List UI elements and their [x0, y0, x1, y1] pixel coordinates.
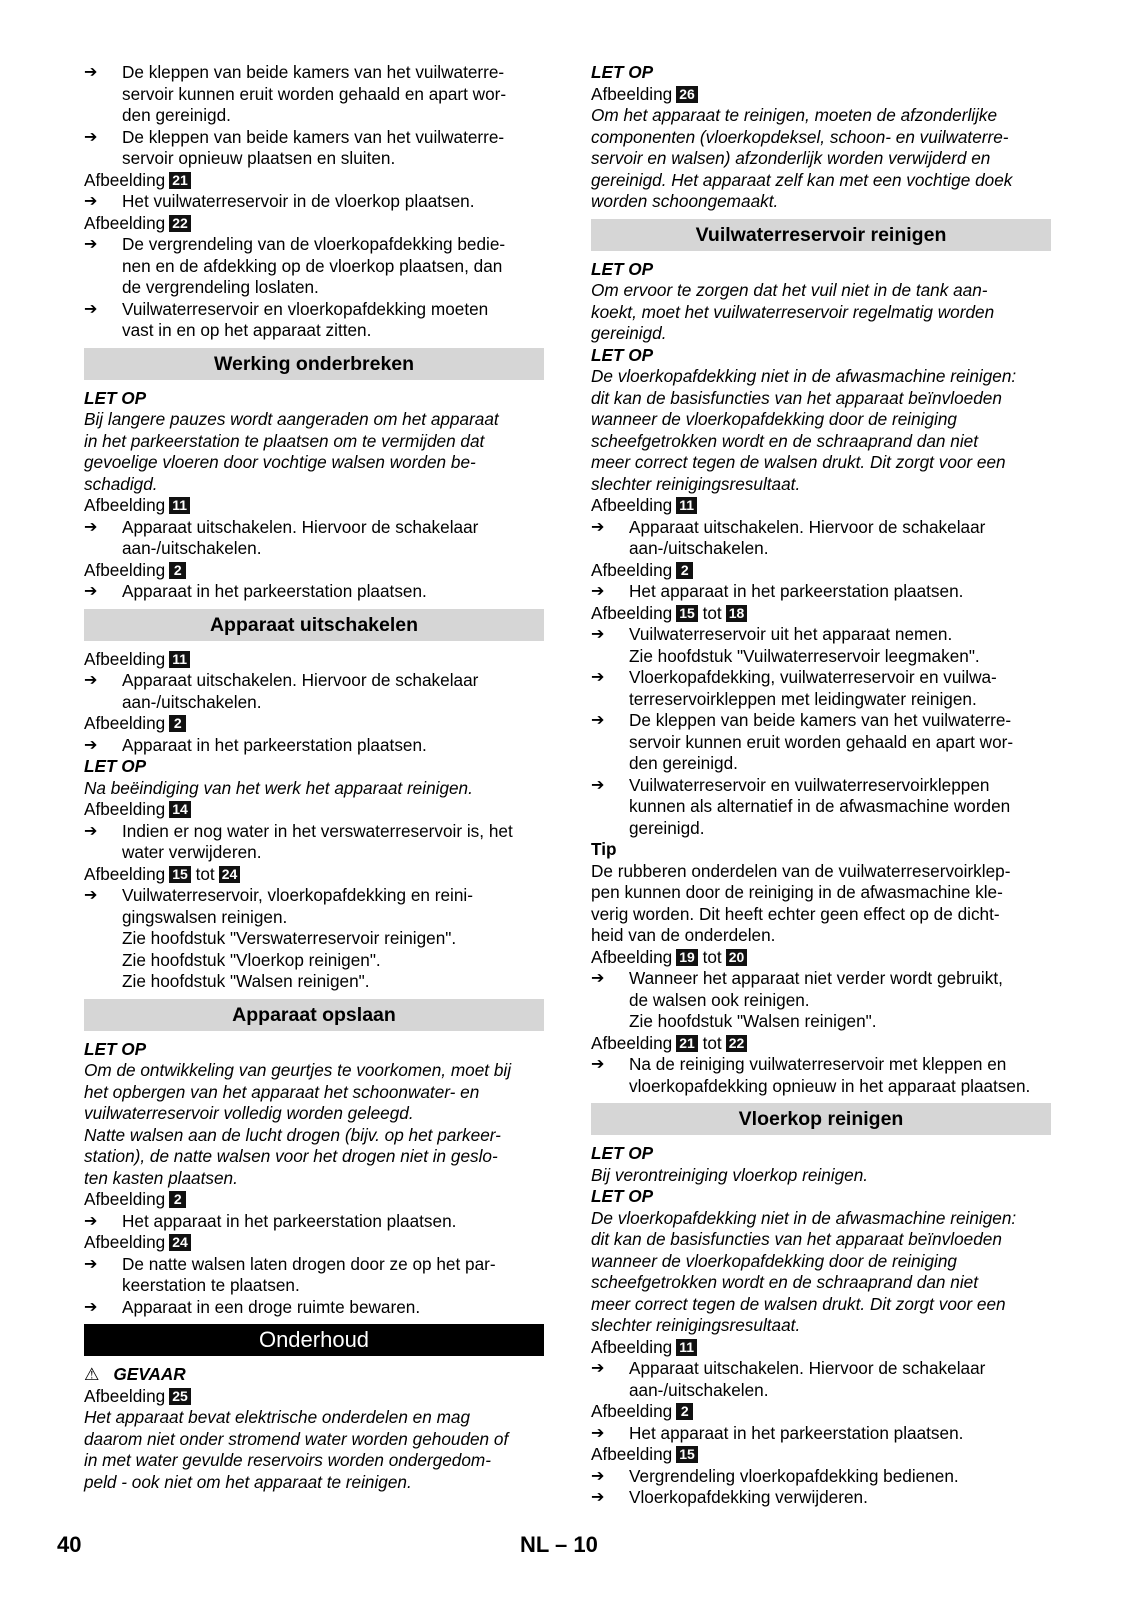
bullet-text: Apparaat uitschakelen. Hiervoor de schakelaar [122, 516, 479, 537]
section-heading: Werking onderbreken [84, 348, 544, 380]
arrow-icon: ➔ [84, 128, 98, 146]
arrow-icon: ➔ [591, 1056, 605, 1073]
figure-label: Afbeelding [591, 602, 673, 623]
notice-text: Bij verontreiniging vloerkop reinigen. [591, 1164, 869, 1185]
figure-number-badge: 22 [169, 215, 191, 232]
bullet-item [591, 581, 1051, 603]
notice-text: het opbergen van het apparaat het schoonwater- en [84, 1081, 480, 1102]
bullet-item [84, 735, 544, 757]
danger-label [84, 1364, 544, 1386]
arrow-icon: ➔ [84, 1212, 98, 1230]
figure-number-badge: 11 [676, 497, 697, 514]
notice-text: Om het apparaat te reinigen, moeten de afzonderlijke [591, 105, 998, 125]
figure-reference [591, 560, 1051, 582]
figure-reference [591, 1401, 1051, 1423]
arrow-icon: ➔ [591, 712, 605, 729]
bullet-continuation [591, 796, 1051, 818]
bullet-text: Vergrendeling vloerkopafdekking bedienen. [629, 1465, 959, 1486]
bullet-text: aan-/uitschakelen. [122, 538, 262, 558]
notice-text: daarom niet onder stromend water worden gehouden of [84, 1428, 509, 1449]
bullet-text: Apparaat uitschakelen. Hiervoor de schakelaar [629, 516, 986, 537]
bullet-text: servoir opnieuw plaatsen en sluiten. [122, 148, 396, 168]
bullet-text: De kleppen van beide kamers van het vuilwaterre- [629, 710, 1012, 730]
bullet-text: Vuilwaterreservoir, vloerkopafdekking en reini- [122, 885, 473, 905]
bullet-item [591, 1054, 1051, 1076]
arrow-icon: ➔ [591, 776, 605, 794]
bullet-item [591, 1487, 1051, 1509]
figure-reference [591, 603, 1051, 625]
bullet-text: terreservoirkleppen met leidingwater reinigen. [629, 688, 977, 709]
notice-text: Om ervoor te zorgen dat het vuil niet in de tank aan- [591, 280, 988, 300]
bullet-continuation [84, 692, 544, 714]
bullet-item [84, 1211, 544, 1233]
figure-label: Afbeelding [591, 495, 673, 515]
figure-reference [84, 1232, 544, 1254]
figure-reference [591, 1337, 1051, 1359]
notice-text: slechter reinigingsresultaat. [591, 473, 801, 494]
figure-label: Afbeelding [84, 1232, 166, 1252]
bullet-text: Indien er nog water in het verswaterreservoir is, het [122, 820, 513, 841]
paragraph-text: heid van de onderdelen. [591, 925, 776, 945]
bullet-text: keerstation te plaatsen. [122, 1275, 300, 1295]
bullet-continuation [84, 277, 544, 299]
notice-text: meer correct tegen de walsen drukt. Dit zorgt voor een [591, 1293, 1006, 1314]
bullet-continuation [591, 732, 1051, 754]
bullet-text: Het apparaat in het parkeerstation plaatsen. [629, 581, 964, 601]
figure-reference [591, 1033, 1051, 1055]
paragraph-text: verig worden. Dit heeft echter geen effect op de dicht- [591, 903, 1000, 924]
page-number: 40 [57, 1532, 82, 1557]
figure-label: Afbeelding [84, 799, 166, 819]
bullet-text: Zie hoofdstuk "Walsen reinigen". [122, 971, 370, 991]
notice-text: De vloerkopafdekking niet in de afwasmachine reinigen: [591, 1207, 1017, 1228]
arrow-icon: ➔ [84, 1298, 98, 1316]
bullet-text: den gereinigd. [629, 753, 738, 773]
notice-label: LET OP [84, 756, 147, 776]
bullet-continuation [84, 105, 544, 127]
bullet-item [84, 1254, 544, 1276]
bullet-item [84, 1297, 544, 1319]
bullet-text: Zie hoofdstuk "Vloerkop reinigen". [122, 949, 381, 970]
arrow-icon: ➔ [84, 1255, 98, 1273]
arrow-icon: ➔ [84, 822, 98, 840]
bullet-continuation [84, 928, 544, 950]
figure-label: Afbeelding [591, 1336, 673, 1357]
notice-text: gereinigd. Het apparaat zelf kan met een vochtige doek [591, 169, 1013, 190]
arrow-icon: ➔ [591, 518, 605, 536]
bullet-continuation [84, 538, 544, 560]
figure-reference [591, 84, 1051, 106]
notice-label: LET OP [591, 1186, 654, 1206]
figure-label: Afbeelding [84, 559, 166, 580]
bullet-continuation [591, 990, 1051, 1012]
bullet-text: water verwijderen. [122, 842, 262, 862]
figure-number-badge: 20 [726, 949, 748, 966]
notice-label: LET OP [591, 62, 654, 82]
bullet-text: Apparaat uitschakelen. Hiervoor de schakelaar [122, 670, 479, 690]
bullet-continuation [84, 148, 544, 170]
notice-text: wanneer de vloerkopafdekking door de reiniging [591, 1250, 957, 1271]
figure-reference [591, 947, 1051, 969]
figure-label: Afbeelding [591, 1444, 673, 1464]
figure-number-badge: 25 [169, 1388, 191, 1405]
notice-text: Na beëindiging van het werk het apparaat reinigen. [84, 777, 473, 798]
bullet-item [84, 670, 544, 692]
bullet-item [591, 624, 1051, 646]
tip-label: Tip [591, 839, 617, 859]
bullet-item [84, 821, 544, 843]
right-column [591, 62, 1051, 1509]
notice-text: vuilwaterreservoir volledig worden geleegd. [84, 1103, 414, 1123]
figure-number-badge: 22 [726, 1035, 748, 1052]
figure-number-badge: 24 [219, 866, 241, 883]
figure-range-word: tot [702, 946, 722, 967]
section-heading: Apparaat opslaan [84, 999, 544, 1031]
arrow-icon: ➔ [591, 626, 605, 643]
figure-reference [84, 170, 544, 192]
figure-number-badge: 2 [169, 1191, 186, 1208]
bullet-continuation [84, 950, 544, 972]
bullet-item [84, 581, 544, 603]
bullet-item [84, 62, 544, 84]
notice-label: LET OP [84, 387, 147, 408]
bullet-text: Vuilwaterreservoir en vloerkopafdekking moeten [122, 298, 489, 319]
arrow-icon: ➔ [591, 583, 605, 600]
notice-text: servoir en walsen) afzonderlijk worden verwijderd en [591, 148, 991, 168]
bullet-text: Het vuilwaterreservoir in de vloerkop plaatsen. [122, 191, 475, 211]
bullet-text: Wanneer het apparaat niet verder wordt gebruikt, [629, 968, 1003, 988]
bullet-text: Zie hoofdstuk "Vuilwaterreservoir leegmaken". [629, 645, 980, 666]
figure-number-badge: 11 [676, 1339, 697, 1356]
bullet-text: Zie hoofdstuk "Verswaterreservoir reinigen". [122, 928, 457, 948]
bullet-text: vast in en op het apparaat zitten. [122, 320, 372, 340]
bullet-text: Vuilwaterreservoir uit het apparaat nemen. [629, 624, 953, 644]
section-heading: Apparaat uitschakelen [84, 609, 544, 641]
arrow-icon: ➔ [591, 1467, 605, 1485]
bullet-text: De kleppen van beide kamers van het vuilwaterre- [122, 126, 505, 147]
figure-reference [84, 713, 544, 735]
notice-text: schadigd. [84, 473, 158, 494]
bullet-continuation [591, 689, 1051, 711]
figure-reference [84, 799, 544, 821]
bullet-text: Apparaat in een droge ruimte bewaren. [122, 1296, 421, 1317]
notice-text: gereinigd. [591, 323, 667, 343]
bullet-item [84, 885, 544, 907]
figure-label: Afbeelding [84, 495, 166, 515]
figure-number-badge: 15 [676, 605, 698, 622]
arrow-icon: ➔ [84, 236, 98, 253]
figure-reference [84, 560, 544, 582]
bullet-text: aan-/uitschakelen. [122, 691, 262, 712]
bullet-item [84, 234, 544, 256]
figure-label: Afbeelding [84, 863, 166, 884]
figure-label: Afbeelding [84, 1385, 166, 1406]
bullet-text: aan-/uitschakelen. [629, 1379, 769, 1400]
notice-text: Het apparaat bevat elektrische onderdelen en mag [84, 1407, 471, 1427]
notice-label: LET OP [591, 258, 654, 279]
notice-text: wanneer de vloerkopafdekking door de reiniging [591, 409, 957, 429]
arrow-icon: ➔ [591, 1360, 605, 1377]
bullet-text: Het apparaat in het parkeerstation plaatsen. [122, 1210, 457, 1231]
figure-reference [84, 649, 544, 671]
bullet-text: Het apparaat in het parkeerstation plaatsen. [629, 1422, 964, 1443]
notice-text: slechter reinigingsresultaat. [591, 1315, 801, 1335]
figure-reference [84, 1189, 544, 1211]
bullet-continuation [84, 971, 544, 993]
figure-reference [84, 1386, 544, 1408]
figure-reference [591, 1444, 1051, 1466]
arrow-icon: ➔ [591, 1489, 605, 1506]
bullet-item [591, 1423, 1051, 1445]
bullet-text: de walsen ook reinigen. [629, 989, 810, 1010]
figure-range-word: tot [702, 602, 722, 623]
bullet-text: De natte walsen laten drogen door ze op het par- [122, 1253, 496, 1274]
figure-label: Afbeelding [591, 559, 673, 580]
arrow-icon: ➔ [84, 64, 98, 81]
notice-text: dit kan de basisfuncties van het apparaat beïnvloeden [591, 1229, 1002, 1249]
figure-label: Afbeelding [591, 83, 673, 104]
notice-text: in met water gevulde reservoirs worden ondergedom- [84, 1450, 491, 1470]
bullet-text: Apparaat in het parkeerstation plaatsen. [122, 581, 427, 601]
notice-label: LET OP [84, 1038, 147, 1059]
bullet-text: Vloerkopafdekking verwijderen. [629, 1487, 868, 1507]
bullet-text: Vloerkopafdekking, vuilwaterreservoir en vuilwa- [629, 667, 997, 687]
bullet-item [591, 710, 1051, 732]
bullet-continuation [591, 646, 1051, 668]
bullet-item [591, 667, 1051, 689]
paragraph-text: pen kunnen door de reiniging in de afwasmachine kle- [591, 882, 1003, 902]
figure-number-badge: 19 [676, 949, 698, 966]
language-page-label: NL – 10 [520, 1532, 598, 1557]
figure-number-badge: 11 [169, 497, 190, 514]
figure-number-badge: 18 [726, 605, 748, 622]
bullet-item [84, 517, 544, 539]
arrow-icon: ➔ [84, 672, 98, 689]
notice-text: peld - ook niet om het apparaat te reinigen. [84, 1471, 412, 1492]
figure-range-word: tot [195, 863, 215, 884]
figure-label: Afbeelding [591, 1032, 673, 1053]
bullet-continuation [591, 1011, 1051, 1033]
arrow-icon: ➔ [591, 970, 605, 987]
notice-text: dit kan de basisfuncties van het apparaat beïnvloeden [591, 387, 1002, 408]
bullet-text: De kleppen van beide kamers van het vuilwaterre- [122, 62, 505, 82]
arrow-icon: ➔ [591, 1424, 605, 1442]
bullet-item [84, 127, 544, 149]
figure-reference [84, 864, 544, 886]
bullet-text: Apparaat uitschakelen. Hiervoor de schakelaar [629, 1358, 986, 1378]
bullet-text: vloerkopafdekking opnieuw in het apparaat plaatsen. [629, 1075, 1031, 1096]
bullet-continuation [84, 320, 544, 342]
bullet-text: de vergrendeling loslaten. [122, 277, 319, 297]
bullet-continuation [84, 1275, 544, 1297]
figure-number-badge: 2 [169, 715, 186, 732]
figure-range-word: tot [702, 1032, 722, 1053]
bullet-text: den gereinigd. [122, 105, 231, 125]
figure-number-badge: 2 [676, 562, 693, 579]
notice-text: koekt, moet het vuilwaterreservoir regelmatig worden [591, 301, 995, 322]
figure-number-badge: 15 [169, 866, 191, 883]
bullet-item [591, 968, 1051, 990]
bullet-continuation [591, 1380, 1051, 1402]
figure-label: Afbeelding [84, 713, 166, 733]
bullet-continuation [84, 84, 544, 106]
notice-text: worden schoongemaakt. [591, 191, 779, 211]
bullet-continuation [591, 538, 1051, 560]
figure-reference [591, 495, 1051, 517]
bullet-text: nen en de afdekking op de vloerkop plaatsen, dan [122, 255, 503, 276]
notice-text: station), de natte walsen voor het drogen niet in geslo- [84, 1146, 498, 1166]
arrow-icon: ➔ [84, 583, 98, 600]
notice-text: Natte walsen aan de lucht drogen (bijv. op het parkeer- [84, 1124, 501, 1145]
paragraph-text: De rubberen onderdelen van de vuilwaterreservoirklep- [591, 860, 1011, 881]
figure-number-badge: 26 [676, 86, 698, 103]
notice-text: ten kasten plaatsen. [84, 1167, 238, 1188]
figure-number-badge: 2 [676, 1403, 693, 1420]
left-column [84, 62, 544, 1493]
notice-text: meer correct tegen de walsen drukt. Dit zorgt voor een [591, 452, 1006, 472]
bullet-continuation [84, 256, 544, 278]
bullet-continuation [591, 1076, 1051, 1098]
danger-label-text: GEVAAR [113, 1364, 186, 1384]
chapter-heading: Onderhoud [84, 1324, 544, 1356]
arrow-icon: ➔ [84, 300, 98, 318]
section-heading: Vuilwaterreservoir reinigen [591, 219, 1051, 251]
arrow-icon: ➔ [84, 736, 98, 754]
bullet-item [591, 1466, 1051, 1488]
figure-number-badge: 15 [676, 1446, 698, 1463]
bullet-text: kunnen als alternatief in de afwasmachine worden [629, 796, 1011, 816]
bullet-text: Na de reiniging vuilwaterreservoir met kleppen en [629, 1054, 1007, 1074]
figure-label: Afbeelding [84, 1189, 166, 1209]
bullet-item [84, 191, 544, 213]
arrow-icon: ➔ [591, 669, 605, 686]
bullet-item [591, 517, 1051, 539]
figure-number-badge: 11 [169, 651, 190, 668]
figure-label: Afbeelding [591, 946, 673, 967]
figure-number-badge: 24 [169, 1234, 191, 1251]
bullet-item [84, 299, 544, 321]
figure-label: Afbeelding [84, 648, 166, 669]
bullet-text: De vergrendeling van de vloerkopafdekking bedie- [122, 234, 506, 254]
notice-text: scheefgetrokken wordt en de schraaprand dan niet [591, 1272, 978, 1292]
figure-label: Afbeelding [84, 212, 166, 233]
bullet-item [591, 1358, 1051, 1380]
figure-number-badge: 14 [169, 801, 191, 818]
notice-text: Bij langere pauzes wordt aangeraden om het apparaat [84, 409, 499, 429]
bullet-text: Vuilwaterreservoir en vuilwaterreservoirkleppen [629, 774, 990, 795]
arrow-icon: ➔ [84, 193, 98, 210]
notice-text: componenten (vloerkopdeksel, schoon- en vuilwaterre- [591, 126, 1009, 147]
arrow-icon: ➔ [84, 887, 98, 904]
figure-number-badge: 21 [169, 172, 191, 189]
bullet-continuation [591, 818, 1051, 840]
figure-number-badge: 2 [169, 562, 186, 579]
figure-label: Afbeelding [84, 169, 166, 190]
figure-label: Afbeelding [591, 1401, 673, 1421]
figure-number-badge: 21 [676, 1035, 698, 1052]
arrow-icon: ➔ [84, 518, 98, 536]
notice-text: Om de ontwikkeling van geurtjes te voorkomen, moet bij [84, 1060, 512, 1080]
figure-reference [84, 213, 544, 235]
bullet-continuation [84, 842, 544, 864]
bullet-text: servoir kunnen eruit worden gehaald en apart wor- [122, 83, 507, 104]
section-heading: Vloerkop reinigen [591, 1103, 1051, 1135]
notice-label: LET OP [591, 344, 654, 365]
bullet-text: gereinigd. [629, 817, 705, 838]
bullet-text: aan-/uitschakelen. [629, 538, 769, 558]
bullet-text: Apparaat in het parkeerstation plaatsen. [122, 734, 427, 755]
notice-text: in het parkeerstation te plaatsen om te vermijden dat [84, 430, 485, 451]
notice-label: LET OP [591, 1143, 654, 1163]
warning-triangle-icon: ⚠ [84, 1364, 100, 1384]
notice-text: De vloerkopafdekking niet in de afwasmachine reinigen: [591, 366, 1017, 386]
figure-reference [84, 495, 544, 517]
bullet-item [591, 775, 1051, 797]
bullet-continuation [591, 753, 1051, 775]
bullet-text: servoir kunnen eruit worden gehaald en apart wor- [629, 731, 1014, 752]
bullet-text: gingswalsen reinigen. [122, 906, 288, 927]
bullet-continuation [84, 907, 544, 929]
bullet-text: Zie hoofdstuk "Walsen reinigen". [629, 1011, 877, 1031]
notice-text: scheefgetrokken wordt en de schraaprand dan niet [591, 430, 978, 451]
notice-text: gevoelige vloeren door vochtige walsen worden be- [84, 452, 476, 472]
